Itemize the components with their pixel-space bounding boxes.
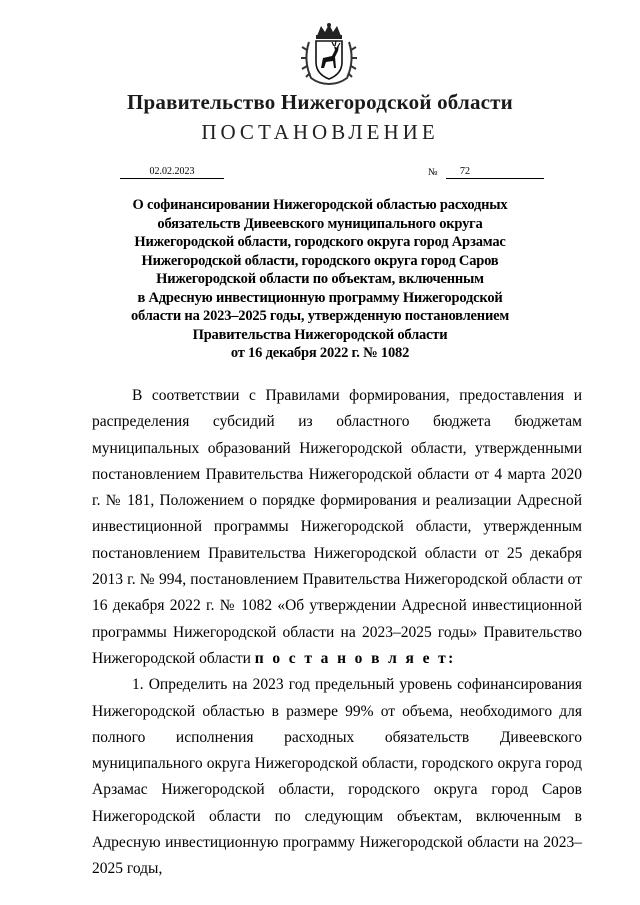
- preamble-text: В соответствии с Правилами формирования, предоставления и распределения субсидий из областного бюджета бюджетам муниципальных образований Нижегородской области, утвержденными постановлением Правительства Нижегородской области от 4 марта 2020 г. № 181, Положением о порядке формирования и реализации Адресной инвестиционной программы Нижегородской области, утвержденным постановлением Правительства Нижегородской области от 25 декабря 2013 г. № 994, постановлением Правительства Нижегородской области от 16 декабря 2022 г. № 1082 «Об утверждении Адресной инвестиционной программы Нижегородской области на 2023–2025 годы» Правительство Нижегородской области: [92, 387, 582, 667]
- number-label: №: [428, 167, 438, 178]
- subject-line: Правительства Нижегородской области: [192, 326, 448, 343]
- document-number: 72: [446, 166, 544, 179]
- body-paragraph: 1. Определить на 2023 год предельный уровень софинансирования Нижегородской областью в размере 99% от объема, необходимого для полного исполнения расходных обязательств Дивеевского муниципального округа Нижегородской области, городского округа город Арзамас Нижегородской области, городского округа город Саров Нижегородской области по следующим объектам, включенным в Адресную инвестиционную программу Нижегородской области на 2023–2025 годы,: [92, 676, 582, 878]
- subject-line: О софинансировании Нижегородской областью расходных: [132, 197, 508, 213]
- document-body: [92, 383, 582, 883]
- subject-line: Нижегородской области, городского округа город Саров: [141, 252, 499, 269]
- document-type: ПОСТАНОВЛЕНИЕ: [201, 120, 439, 144]
- coat-of-arms-icon: [299, 22, 359, 86]
- subject-line: Нижегородской области по объектам, включенным: [156, 271, 484, 287]
- subject-line: в Адресную инвестиционную программу Нижегородской: [137, 289, 503, 306]
- subject-line: Нижегородской области, городского округа город Арзамас: [134, 234, 506, 250]
- subject-line: области на 2023–2025 годы, утвержденную постановлением: [130, 308, 510, 324]
- subject-line: от 16 декабря 2022 г. № 1082: [230, 345, 410, 361]
- subject-line: обязательств Дивеевского муниципального округа: [157, 215, 483, 232]
- document-subject: [100, 196, 540, 363]
- organization-title: Правительство Нижегородской области: [127, 90, 513, 114]
- resolution-keyword: п о с т а н о в л я е т:: [254, 649, 456, 667]
- document-date: 02.02.2023: [120, 166, 224, 179]
- body-paragraph: [92, 383, 582, 672]
